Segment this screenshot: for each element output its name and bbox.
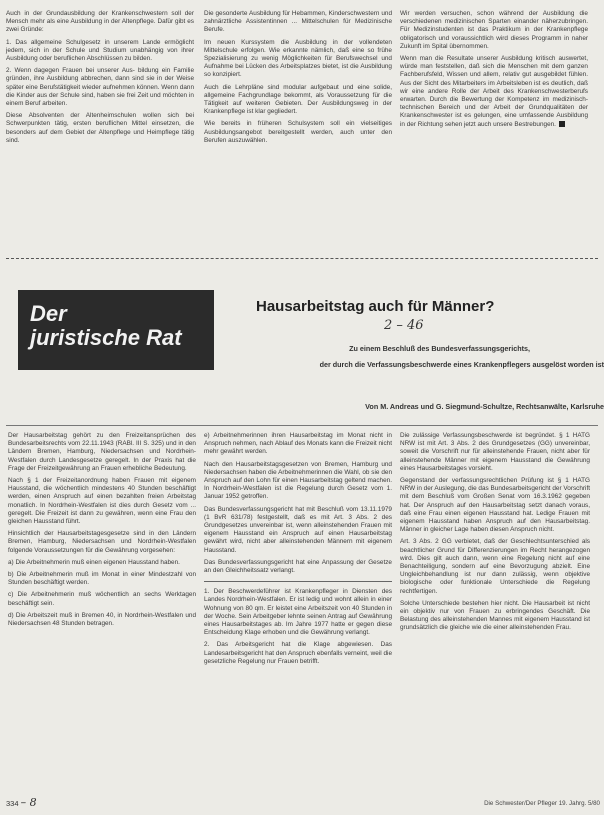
paragraph: Die zulässige Verfassungsbeschwerde ist begründet. § 1 HATG NRW ist mit Art. 3 Abs. 2 des Grundgesetzes (GG) unvereinbar, soweit die Vorschrift nur für alleinstehende Frauen, nicht aber für alleinstehende Männer mit eigenem Hausstand die Gewährung eines Hausarbeitstages vorsieht. xyxy=(400,432,590,472)
paragraph: Diese Absolventen der Altenheimschulen wollen sich bei Schwerpunkten tätig, ersten beruflichen Mittel einsetzen, die besonders auf dem Gebiet der Altenpflege und Heimpflege tätig sind. xyxy=(6,112,194,144)
paragraph: Das Bundesverfassungsgericht hat mit Beschluß vom 13.11.1979 (1 BvR 631/78) festgestellt, daß es mit Art. 3 Abs. 2 des Grundgesetzes unvereinbar ist, wenn alleinstehenden Frauen mit eigenem Hausstand ein Anspruch auf einen Hausarbeitstag gewährt wird, nicht aber alleinstehenden Männern mit eigenem Hausstand. xyxy=(204,505,392,554)
article-end-mark xyxy=(559,121,565,127)
paragraph: Der Hausarbeitstag gehört zu den Freizeitansprüchen des Bundesarbeitsrechts vom 22.11.1943 (RABl. III S. 325) und in den Ländern Bremen, Hamburg, Niedersachsen und Nordrhein-Westfalen durch Landesgesetze geregelt. In der Praxis hat die Frage der Freizeitgewährung an Frauen erhebliche Bedeutung. xyxy=(8,432,196,472)
article-subtitle-1: Zu einem Beschluß des Bundesverfassungsgerichts, xyxy=(349,344,530,353)
rubric-line-2: juristische Rat xyxy=(30,325,182,350)
paragraph: Auch die Lehrpläne sind modular aufgebaut und eine solide, allgemeine Fachgrundlage bekommt, als Voraussetzung für die Tätigkeit auf weiteren Gebieten. Der Ausbildungsweg in der Krankenpflege ist klar gegliedert. xyxy=(204,83,392,116)
paragraph: Auch in der Grundausbildung der Krankenschwestern soll der Mensch mehr als eine Ausbildung in der Altenpflege. Dafür gibt es zwei Gründe: xyxy=(6,10,194,34)
page-number: 334 xyxy=(6,799,19,808)
paragraph: Im neuen Kurssystem die Ausbildung in der vollendeten Mittelschule erfolgen. Wie erkannte nämlich, daß eine so frühe Spezialisierung zu wenig Möglichkeiten für Berufswechsel und Aufnahme bei Lücken des Arbeitsplatzes bietet, ist die Ausbildung so konzipiert. xyxy=(204,38,392,79)
top-column-2 xyxy=(204,10,392,149)
paragraph: Wir werden versuchen, schon während der Ausbildung die verschiedenen medizinischen Sparten einander näherzubringen. Für Medizinstudenten ist das Praktikum in der Krankenpflege obligatorisch und voraussichtlich wird dieses Programm in naher Zukunft im Spital übernommen. xyxy=(400,10,588,50)
article-subtitle-2: der durch die Verfassungsbeschwerde eines Krankenpflegers ausgelöst worden ist xyxy=(319,360,604,369)
paragraph: Nach den Hausarbeitstagsgesetzen von Bremen, Hamburg und Niedersachsen haben die Arbeitnehmerinnen die Wahl, ob sie den Anspruch auf den Lohn für einen Hausarbeitstag geltend machen. In Nordrhein-Westfalen ist die Regelung durch Gesetz vom 1. Januar 1952 getroffen. xyxy=(204,460,392,501)
paragraph: Das Bundesverfassungsgericht hat eine Anpassung der Gesetze an den Gleichheitssatz verlangt. xyxy=(204,558,392,575)
bottom-column-2 xyxy=(204,432,392,670)
bottom-column-3 xyxy=(400,432,590,637)
list-item: a) Die Arbeitnehmerin muß einen eigenen Hausstand haben. xyxy=(8,558,180,566)
byline-rule xyxy=(6,425,598,426)
rubric-line-1: Der xyxy=(30,301,67,326)
paragraph: 2. Das Arbeitsgericht hat die Klage abgewiesen. Das Landesarbeitsgericht hat den Anspruch ebenfalls verneint, weil die gesetzliche Regelung nur Frauen betrifft. xyxy=(204,641,392,665)
paragraph: 2. Wenn dagegen Frauen bei unserer Aus- bildung ein Familie gründen, ihre Ausbildung abbrechen, dann sind sie in der Weise später eine Berufstätigkeit wieder aufnehmen können. Wenn dann die Kinder aus der Schule sind, haben sie frei Zeit und möchten in einem Beruf arbeiten. xyxy=(6,67,194,108)
paragraph: 1. Der Beschwerdeführer ist Krankenpfleger in Diensten des Landes Nordrhein-Westfalen. Er ist ledig und wohnt allein in einer Wohnung von 80 qm. Er leistet eine Arbeitszeit von 40 Stunden in der Woche. Sein Arbeitgeber lehnte seinen Antrag auf Gewährung eines Hausarbeitstages ab. Im Jahre 1977 hatte er gegen diese Entscheidung Klage erhoben und die Gewährung verlangt. xyxy=(204,588,392,637)
paragraph: Gegenstand der verfassungsrechtlichen Prüfung ist § 1 HATG NRW in der Auslegung, die das Bundesarbeitsgericht der Vorschrift mit dem Beschluß vom Großen Senat vom 16.3.1962 gegeben hat. Der Anspruch auf den Hausarbeitstag setzt danach voraus, daß eine Frau einen eigenen Hausstand hat. Ledige Frauen mit eigenem Hausstand haben Anspruch auf den Hausarbeitstag. Männer in gleicher Lage haben diesen Anspruch nicht. xyxy=(400,477,590,534)
paragraph: Wie bereits in früheren Schulsystem soll ein vielseitiges Ausbildungsangebot bereitgestellt werden, auch unter den Berufen auszuwählen. xyxy=(204,120,392,144)
rubric-title xyxy=(30,302,182,350)
footer-page-number xyxy=(6,796,37,809)
paragraph: Die gesonderte Ausbildung für Hebammen, Kinderschwestern und zahnärztliche Assistentinnen ... Mittelschulen für Medizinische Berufe. xyxy=(204,10,392,34)
handwritten-annotation: 2 – 46 xyxy=(384,318,424,333)
paragraph: Hinsichtlich der Hausarbeitstagesgesetze sind in den Ländern Bremen, Hamburg, Niedersachsen und Nordrhein-Westfalen folgende Voraussetzungen für die Gewährung vorgesehen: xyxy=(8,530,196,554)
list-item: d) Die Arbeitszeit muß in Bremen 40, in Nordrhein-Westfalen und Niedersachsen 48 Stunden betragen. xyxy=(8,611,196,628)
paragraph: Nach § 1 der Freizeitanordnung haben Frauen mit eigenem Hausstand, die wöchentlich mindestens 40 Stunden beschäftigt werden, einen Anspruch auf einen bezahlten freien Arbeitstag monatlich. In Nordrhein-Westfalen ist dies durch Gesetz vom ... geregelt. Die Freizeit ist dann zu gewähren, wenn eine Frau den gleichen Hausstand führt. xyxy=(8,477,196,526)
list-item: b) Die Arbeitnehmerin muß im Monat in einer Mindestzahl von Stunden beschäftigt werden. xyxy=(8,571,196,587)
list-item: c) Die Arbeitnehmerin muß wöchentlich an sechs Werktagen beschäftigt sein. xyxy=(8,591,196,607)
handwritten-page-mark: – 8 xyxy=(20,796,37,809)
bottom-column-1 xyxy=(8,432,196,632)
rubric-banner xyxy=(18,290,214,370)
footer-journal: Die Schwester/Der Pfleger 19. Jahrg. 5/80 xyxy=(484,800,600,807)
top-column-1 xyxy=(6,10,194,149)
paragraph: Art. 3 Abs. 2 GG verbietet, daß der Geschlechtsunterschied als beachtlicher Grund für Differenzierungen im Recht herangezogen wird. Dies gilt auch dann, wenn eine Regelung nicht auf eine Benachteiligung, sondern auf eine Bevorzugung abzielt. Eine Ungleichbehandlung ist nur dann zulässig, wenn objektive biologische oder funktionale Unterschiede die Regelung rechtfertigen. xyxy=(400,538,590,595)
paragraph: 1. Das allgemeine Schulgesetz in unserem Lande ermöglicht jedem, sich in der Schule und Studium unabhängig von ihrer Ausbildung oder beruflichen Abschlüssen zu bilden. xyxy=(6,38,194,63)
article-authors: Von M. Andreas und G. Siegmund-Schultze, Rechtsanwälte, Karlsruhe xyxy=(365,402,604,411)
box-divider xyxy=(204,581,392,582)
paragraph: Wenn man die Resultate unserer Ausbildung kritisch auswertet, würde man feststellen, daß sich die Menschen mit dem ganzen Fachberufsfeld, Wissen und allem, relativ gut ausgebildet fühlen. Aus der Sicht des Mitarbeiters im Arbeitsleben ist es deutlich, daß wir eine andere Rolle der Arbeit des Krankenschwesterberufs erwarten. Durch die Bewertung der Kompetenz im medizinisch-technischen Bereich und der Arbeit der Grundqualitäten der Krankenschwester ist es gelungen, eine umfassende Ausbildung in der Richtung sehen jetzt auch unsere Bestrebungen. xyxy=(400,55,588,128)
article-headline: Hausarbeitstag auch für Männer? xyxy=(256,298,495,315)
paragraph: Solche Unterschiede bestehen hier nicht. Die Hausarbeit ist nicht ein objektiv nur von Frauen zu erbringendes Geschäft. Die Belastung des alleinstehenden Mannes mit eigenem Hausstand ist grundsätzlich die gleiche wie die einer alleinstehenden Frau. xyxy=(400,599,590,632)
section-divider xyxy=(6,258,598,259)
list-item: e) Arbeitnehmerinnen ihren Hausarbeitstag im Monat nicht in Anspruch nehmen, nach Ablauf des Monats kann die Freizeit nicht mehr gewährt werden. xyxy=(204,432,392,456)
top-column-3 xyxy=(400,10,588,133)
